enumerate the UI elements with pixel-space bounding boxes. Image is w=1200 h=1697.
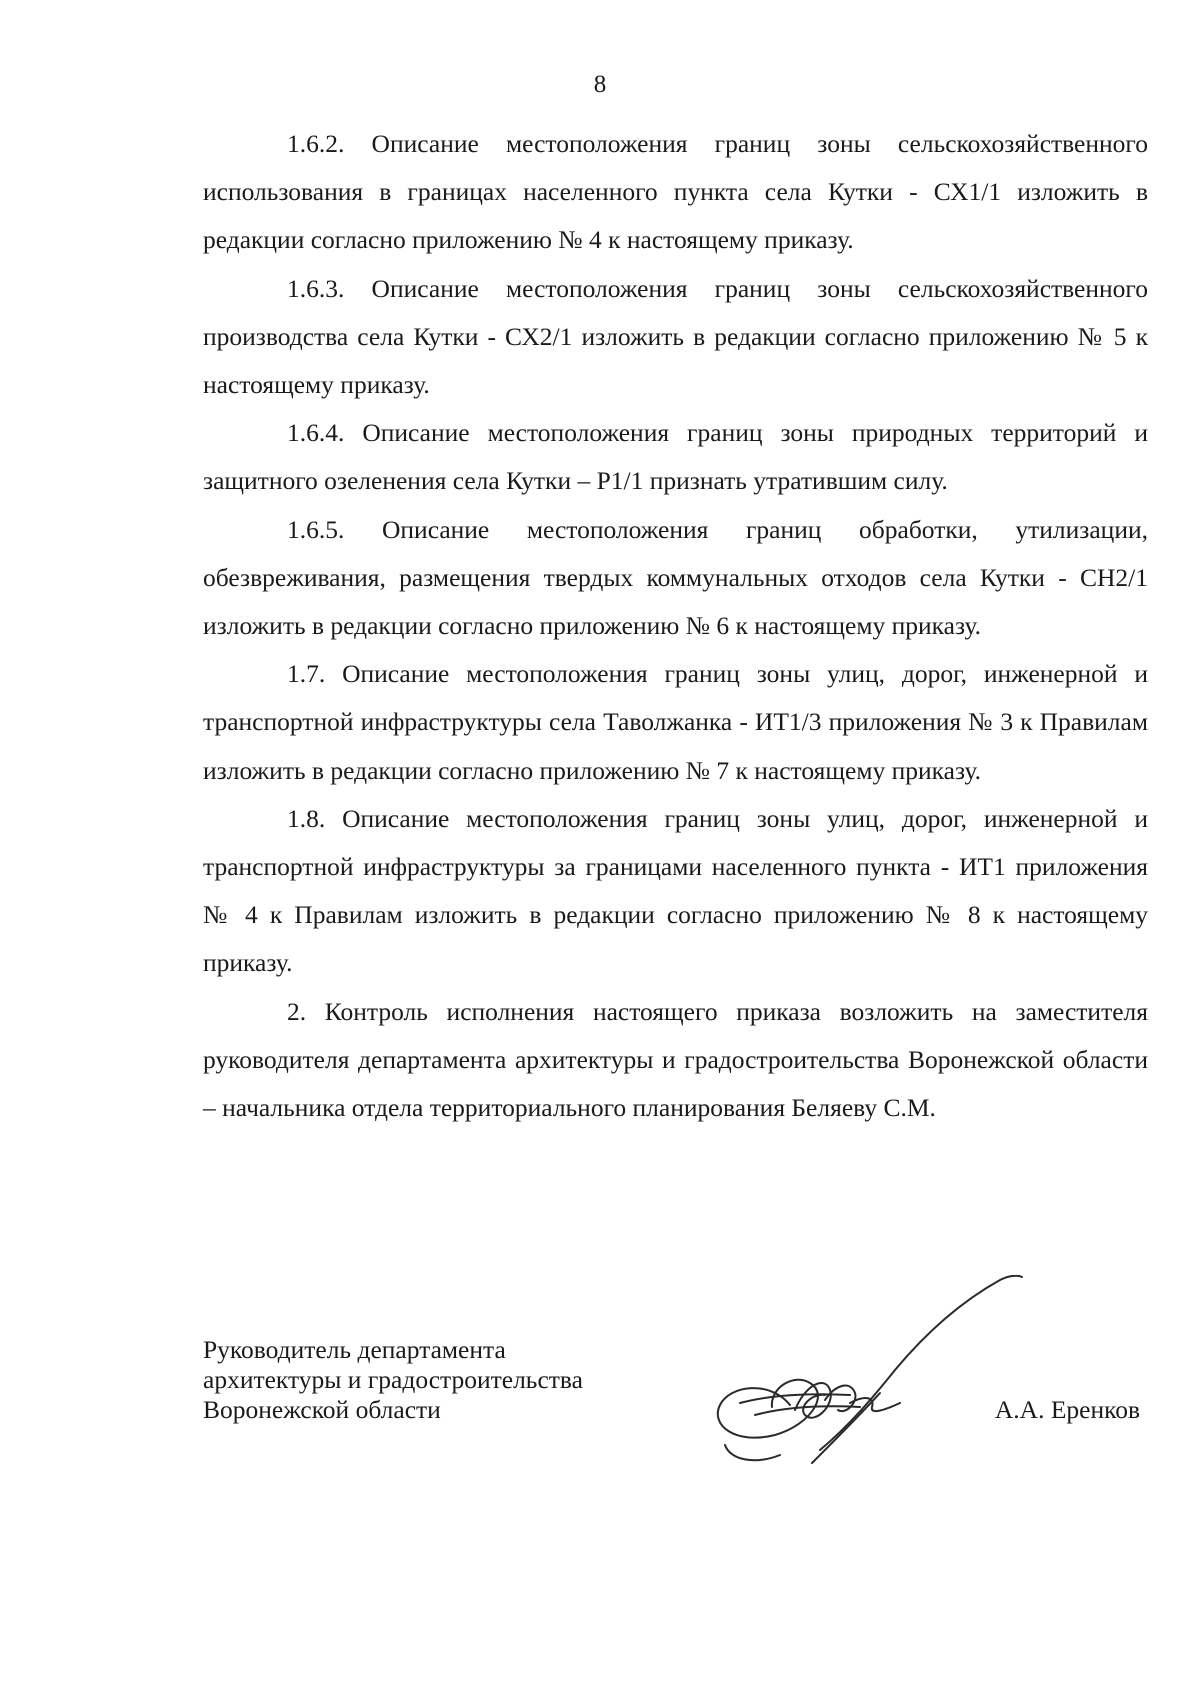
- signer-position: [203, 1335, 583, 1425]
- signer-position-line-1: Руководитель департамента: [203, 1335, 506, 1364]
- paragraph-1-7: 1.7. Описание местоположения границ зоны улиц, дорог, инженерной и транспортной инфраструктуры села Таволжанка - ИТ1/3 приложения № 3 к Правилам изложить в редакции согласно приложению № 7 к настоящему приказу.: [203, 659, 1148, 785]
- handwritten-signature-icon: [700, 1275, 1030, 1495]
- paragraph-1-8: 1.8. Описание местоположения границ зоны улиц, дорог, инженерной и транспортной инфраструктуры за границами населенного пункта - ИТ1 приложения № 4 к Правилам изложить в редакции согласно приложению № 8 к настоящему приказу.: [203, 803, 1148, 978]
- signer-position-line-3: Воронежской области: [203, 1395, 441, 1424]
- paragraph-2: 2. Контроль исполнения настоящего приказа возложить на заместителя руководителя департамента архитектуры и градостроительства Воронежской области – начальника отдела территориального планирования Беляеву С.М.: [203, 996, 1148, 1123]
- paragraph-1-6-4: 1.6.4. Описание местоположения границ зоны природных территорий и защитного озеленения села Кутки – Р1/1 признать утратившим силу.: [203, 418, 1148, 496]
- paragraph-1-6-5: 1.6.5. Описание местоположения границ обработки, утилизации, обезвреживания, размещения твердых коммунальных отходов села Кутки - СН2/1 изложить в редакции согласно приложению № 6 к настоящему приказу.: [203, 514, 1148, 641]
- document-body: [203, 120, 1148, 1132]
- signer-position-line-2: архитектуры и градостроительства: [203, 1365, 583, 1394]
- signer-name: А.А. Еренков: [994, 1395, 1140, 1424]
- paragraph-1-6-2: 1.6.2. Описание местоположения границ зоны сельскохозяйственного использования в границах населенного пункта села Кутки - СХ1/1 изложить в редакции согласно приложению № 4 к настоящему приказу.: [203, 129, 1148, 255]
- page-number: 8: [593, 71, 607, 98]
- paragraph-1-6-3: 1.6.3. Описание местоположения границ зоны сельскохозяйственного производства села Кутки - СХ2/1 изложить в редакции согласно приложению № 5 к настоящему приказу.: [203, 273, 1148, 400]
